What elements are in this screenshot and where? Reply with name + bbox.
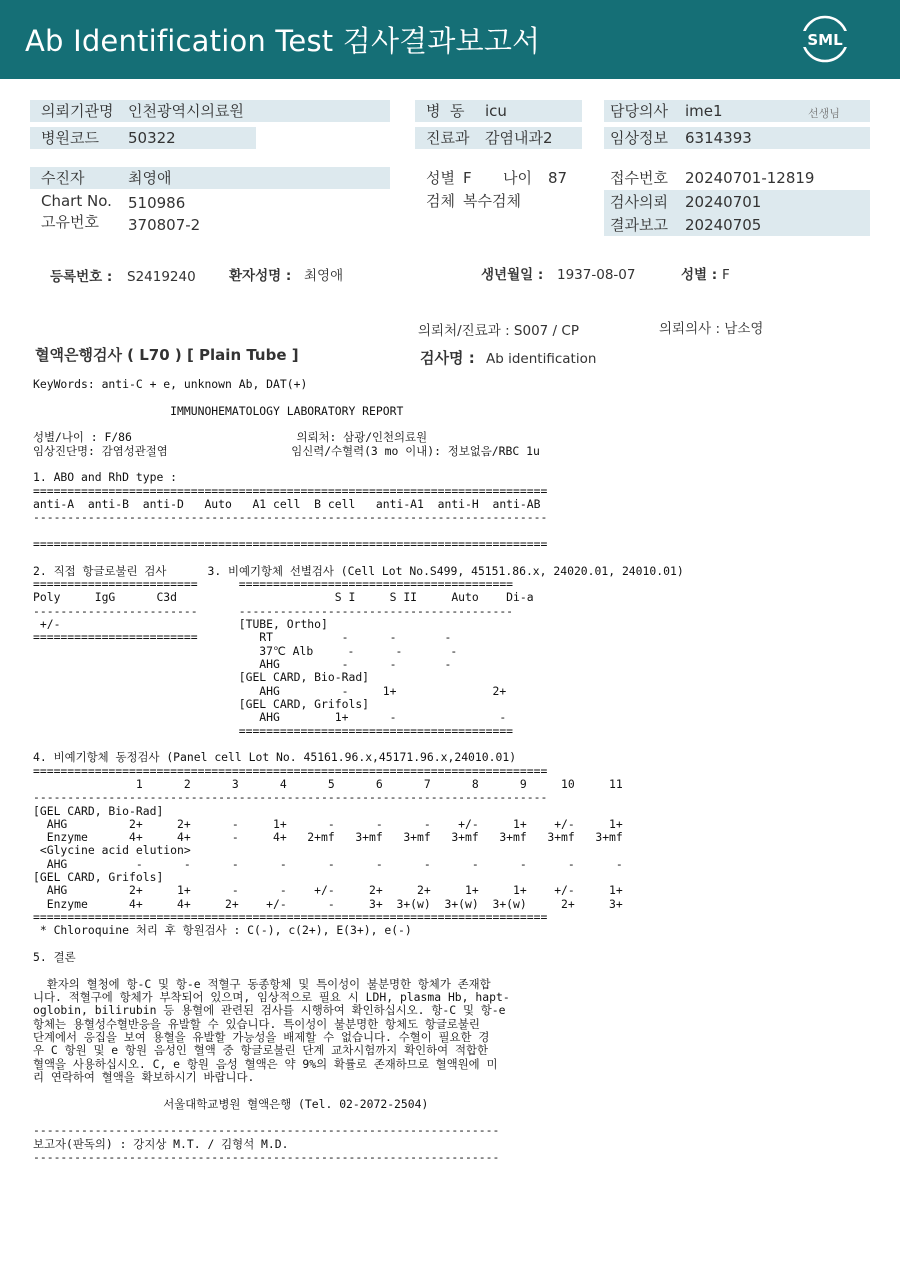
test-name-label: 검사명 : [420, 349, 475, 367]
request-date-label: 검사의뢰 [610, 193, 668, 211]
lab-report-body: KeyWords: anti-C + e, unknown Ab, DAT(+) IMMUNOHEMATOLOGY LABORATORY REPORT 성별/나이 : F/86 의뢰처: 삼광/인천의료원 임상진단명: 감염성관절염 임신력/수혈력(3 mo 이내): 정보없음/RBC 1u 1. ABO and RhD type : =========================================================================== anti-A anti-B anti-D Auto A1 cell B cell anti-A1 anti-H anti-AB --------------------------------------------------------------------------- =========================================================================== 2. 직접 항글로불린 검사 3. 비예기항체 선별검사 (Cell Lot No.S499, 45151.86.x, 24020.01, 24010.01) ======================== ======================================== Poly IgG C3d S I S II Auto Di-a ------------------------ ---------------------------------------- +/- [TUBE, Ortho] ======================== RT - - - 37℃ Alb - - - AHG - - - [GEL CARD, Bio-Rad] AHG - 1+ 2+ [GEL CARD, Grifols] AHG 1+ - - ======================================== 4. 비예기항체 동정검사 (Panel cell Lot No. 45161.96.x,45171.96.x,24010.01) =========================================================================== 1 2 3 4 5 6 7 8 9 10 11 --------------------------------------------------------------------------- [GEL CARD, Bio-Rad] AHG 2+ 2+ - 1+ - - - +/- 1+ +/- 1+ Enzyme 4+ 4+ - 4+ 2+mf 3+mf 3+mf 3+mf 3+mf 3+mf 3+mf <Glycine acid elution> AHG - - - - - - - - - - - [GEL CARD, Grifols] AHG 2+ 1+ - - +/- 2+ 2+ 1+ 1+ +/- 1+ Enzyme 4+ 4+ 2+ +/- - 3+ 3+(w) 3+(w) 3+(w) 2+ 3+ =========================================================================== * Chloroquine 처리 후 항원검사 : C(-), c(2+), E(3+), e(-) 5. 결론 환자의 혈청에 항-C 및 항-e 적혈구 동종항체 및 특이성이 불분명한 항체가 존재합 니다. 적혈구에 항체가 부착되어 있으며, 임상적으로 필요 시 LDH, plasma Hb, hapt- oglobin, bilirubin 등 용혈에 관련된 검사를 시행하여 확인하십시오. 항-C 및 항-e 항체는 용혈성수혈반응을 유발할 수 있습니다. 특이성이 불분명한 항체도 항글로불린 단계에서 응집을 보여 용혈을 유발할 가능성을 배제할 수 없습니다. 수혈이 필요한 경 우 C 항원 및 e 항원 음성인 혈액 중 항글로불린 단계 교차시험까지 확인하여 적합한 혈액을 사용하십시오. C, e 항원 음성 혈액은 약 9%의 확률로 존재하므로 혈액원에 미 리 연락하여 혈액을 확보하시기 바랍니다. 서울대학교병원 혈액은행 (Tel. 02-2072-2504) -------------------------------------------------------------------- 보고자(판독의) : 강지상 M.T. / 김형석 M.D. -------------------------------------------------------------------- [33, 377, 684, 1165]
institution-label: 의뢰기관명 [41, 102, 114, 120]
report-date-value: 20240705 [685, 216, 762, 234]
report-title: Ab Identification Test 검사결과보고서 [25, 24, 541, 58]
receipt-no-label: 접수번호 [610, 169, 668, 187]
report-date-label: 결과보고 [610, 216, 668, 234]
ward-value: icu [485, 102, 507, 120]
clinical-info-value: 6314393 [685, 129, 752, 147]
patient-name-label: 환자성명 : [229, 268, 292, 284]
specimen-label: 검체 [426, 192, 455, 210]
request-date-value: 20240701 [685, 193, 762, 211]
patient-label: 수진자 [41, 169, 85, 187]
ward-label: 병 동 [426, 102, 465, 120]
doctor-label: 담당의사 [610, 102, 668, 120]
sml-logo [800, 14, 850, 64]
unique-id-value: 370807-2 [128, 216, 201, 234]
clinical-info-label: 임상정보 [610, 129, 668, 147]
chart-no-value: 510986 [128, 194, 186, 212]
sml-logo-text: SML [807, 31, 843, 49]
report-header [0, 0, 900, 79]
patient-sex-label: 성별 : [681, 267, 718, 283]
unique-id-label: 고유번호 [41, 213, 99, 231]
hospital-code-value: 50322 [128, 129, 176, 147]
institution-value: 인천광역시의료원 [128, 102, 244, 120]
dept-label: 진료과 [426, 129, 470, 147]
patient-name-value: 최영애 [304, 268, 344, 284]
age-value: 87 [548, 169, 568, 187]
sex-value: F [463, 169, 472, 187]
dob-label: 생년월일 : [481, 267, 544, 283]
doctor-value: ime1 [685, 102, 723, 120]
exam-title: 혈액은행검사 ( L70 ) [ Plain Tube ] [35, 346, 299, 364]
dob-value: 1937-08-07 [557, 267, 636, 283]
specimen-value: 복수검체 [463, 192, 521, 210]
reg-no-label: 등록번호 : [50, 269, 113, 285]
chart-no-label: Chart No. [41, 192, 112, 210]
dept-value: 감염내과2 [485, 129, 553, 147]
patient-sex-value: F [722, 267, 730, 283]
test-name-value: Ab identification [486, 351, 597, 367]
receipt-no-value: 20240701-12819 [685, 169, 815, 187]
doctor-suffix: 선생님 [808, 107, 840, 120]
hospital-code-label: 병원코드 [41, 129, 99, 147]
sex-label: 성별 [426, 169, 455, 187]
reg-no-value: S2419240 [127, 269, 196, 285]
age-label: 나이 [503, 169, 532, 187]
referring-doctor: 의뢰의사 : 남소영 [659, 321, 764, 337]
referral-info: 의뢰처/진료과 : S007 / CP [418, 323, 579, 339]
patient-value: 최영애 [128, 169, 172, 187]
